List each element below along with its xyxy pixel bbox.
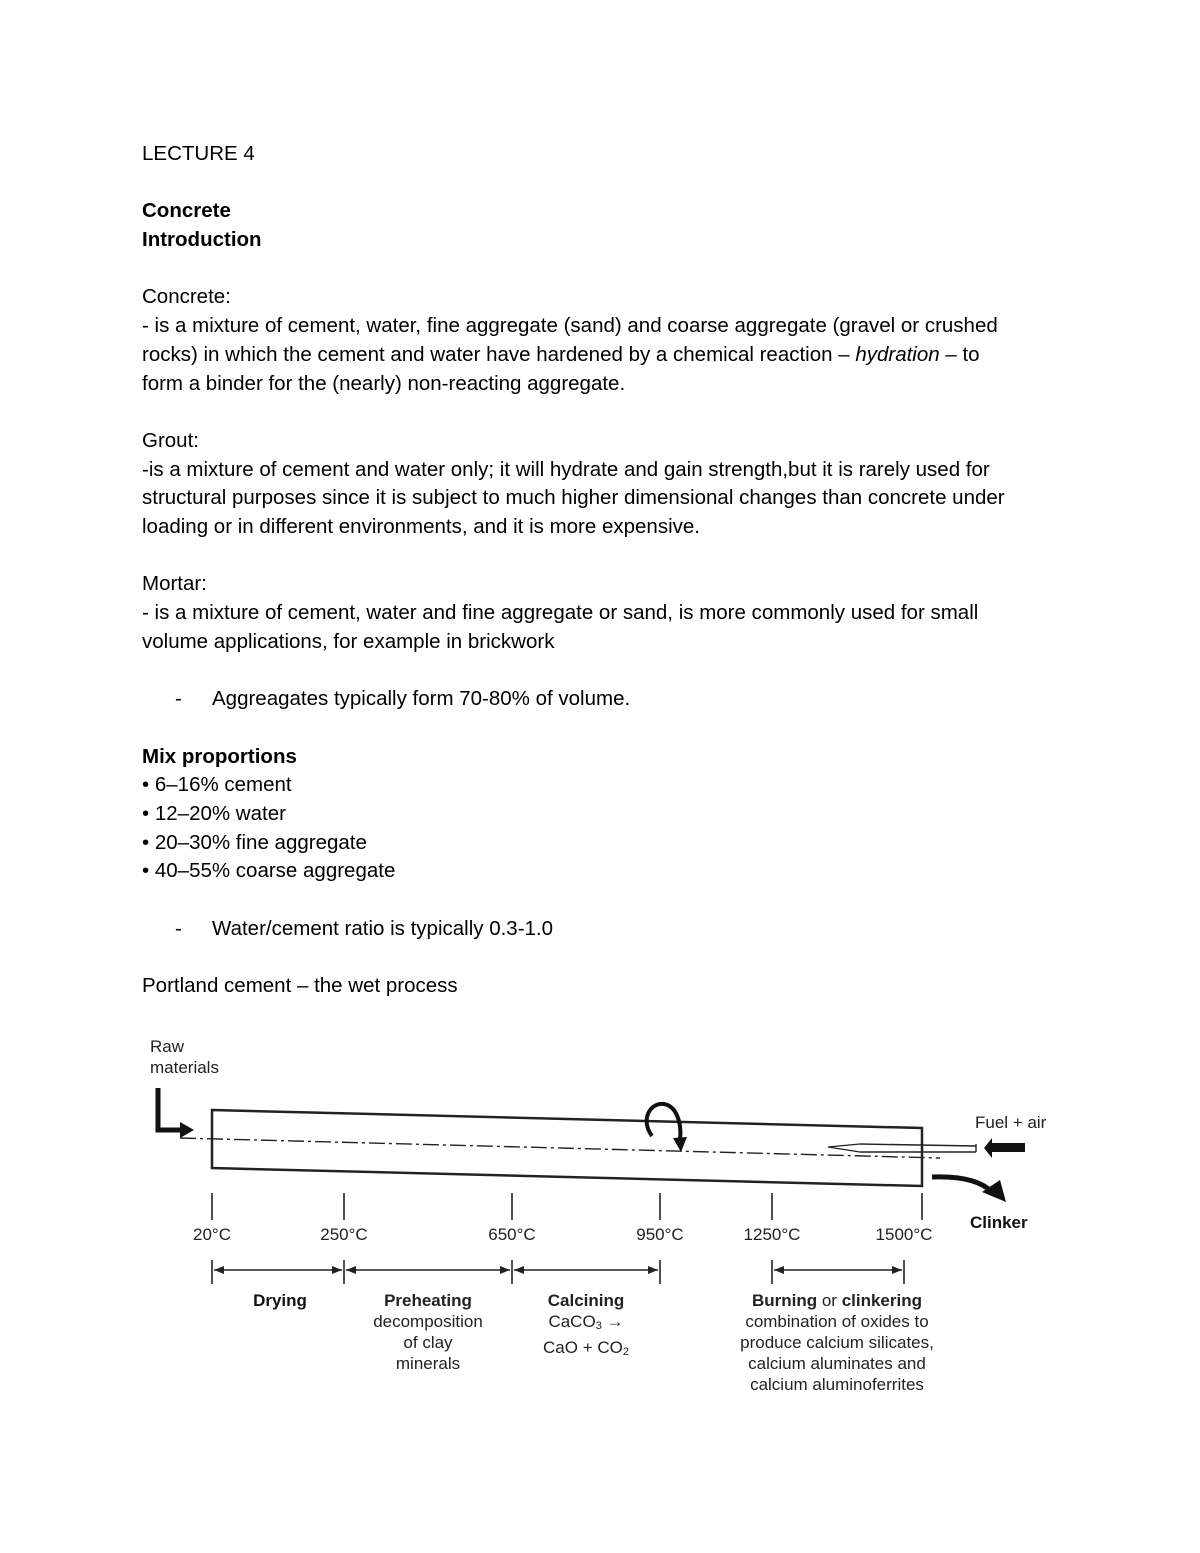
concrete-line-2: rocks) in which the cement and water have hardened by a chemical reaction – hydration – to — [142, 342, 980, 366]
fuel-arrow — [984, 1138, 1025, 1158]
stage-preheating: Preheating decomposition of clay minerals — [373, 1291, 483, 1373]
temperature-label: 1500°C — [875, 1225, 933, 1244]
section-title: Portland cement – the wet process — [142, 974, 458, 998]
hydration-term: hydration — [855, 342, 940, 366]
temperature-label: 250°C — [320, 1225, 368, 1244]
concrete-line-3: form a binder for the (nearly) non-reacting aggregate. — [142, 371, 626, 395]
stage-calcining: Calcining CaCO$_3$ → CaO + $CO_2$ — [543, 1291, 629, 1358]
mix-item: • 12–20% water — [142, 802, 286, 826]
aggregates-note-text: Aggreagates typically form 70-80% of volume. — [212, 687, 631, 711]
temperature-label: 650°C — [488, 1225, 536, 1244]
temperature-label: 1250°C — [743, 1225, 801, 1244]
temperature-label: 20°C — [193, 1225, 231, 1244]
mortar-term: Mortar: — [142, 572, 207, 596]
grout-term: Grout: — [142, 428, 199, 452]
dash-marker: - — [175, 916, 182, 940]
document-body — [142, 140, 1062, 1001]
grout-line-1: -is a mixture of cement and water only; it will hydrate and gain strength,but it is rarely used for — [142, 457, 990, 481]
concrete-term: Concrete: — [142, 285, 231, 309]
mix-item: • 20–30% fine aggregate — [142, 830, 367, 854]
temperature-ticks — [212, 1193, 922, 1220]
clinker-arrow — [932, 1177, 992, 1192]
grout-line-3: loading or in different environments, and it is more expensive. — [142, 515, 700, 539]
mortar-line-2: volume applications, for example in brickwork — [142, 629, 555, 653]
concrete-line-1: - is a mixture of cement, water, fine aggregate (sand) and coarse aggregate (gravel or crushed — [142, 314, 998, 338]
mix-heading: Mix proportions — [142, 744, 297, 768]
stage-drying: Drying — [253, 1291, 307, 1310]
mix-item: • 6–16% cement — [142, 773, 292, 797]
temperature-label: 950°C — [636, 1225, 684, 1244]
ratio-note-text: Water/cement ratio is typically 0.3-1.0 — [212, 916, 554, 940]
lecture-title: LECTURE 4 — [142, 142, 255, 165]
ratio-note — [142, 915, 1062, 944]
stage-ranges — [212, 1260, 904, 1284]
fuel-air-label: Fuel + air — [975, 1113, 1047, 1132]
clinker-label: Clinker — [970, 1213, 1028, 1232]
wet-process-diagram — [140, 1030, 1070, 1410]
grout-line-2: structural purposes since it is subject to much higher dimensional changes than concrete under — [142, 486, 1005, 510]
raw-materials-label: Raw materials — [150, 1037, 219, 1077]
mix-item: • 40–55% coarse aggregate — [142, 859, 396, 883]
aggregates-note — [142, 685, 1062, 714]
heading-introduction: Introduction — [142, 228, 262, 252]
stage-burning: Burning or clinkering combination of oxides to produce calcium silicates, calcium aluminates and calcium aluminoferrites — [740, 1291, 934, 1394]
heading-concrete: Concrete — [142, 199, 231, 223]
dash-marker: - — [175, 687, 182, 711]
raw-materials-arrow — [158, 1088, 180, 1130]
mortar-line-1: - is a mixture of cement, water and fine aggregate or sand, is more commonly used for small — [142, 601, 979, 625]
